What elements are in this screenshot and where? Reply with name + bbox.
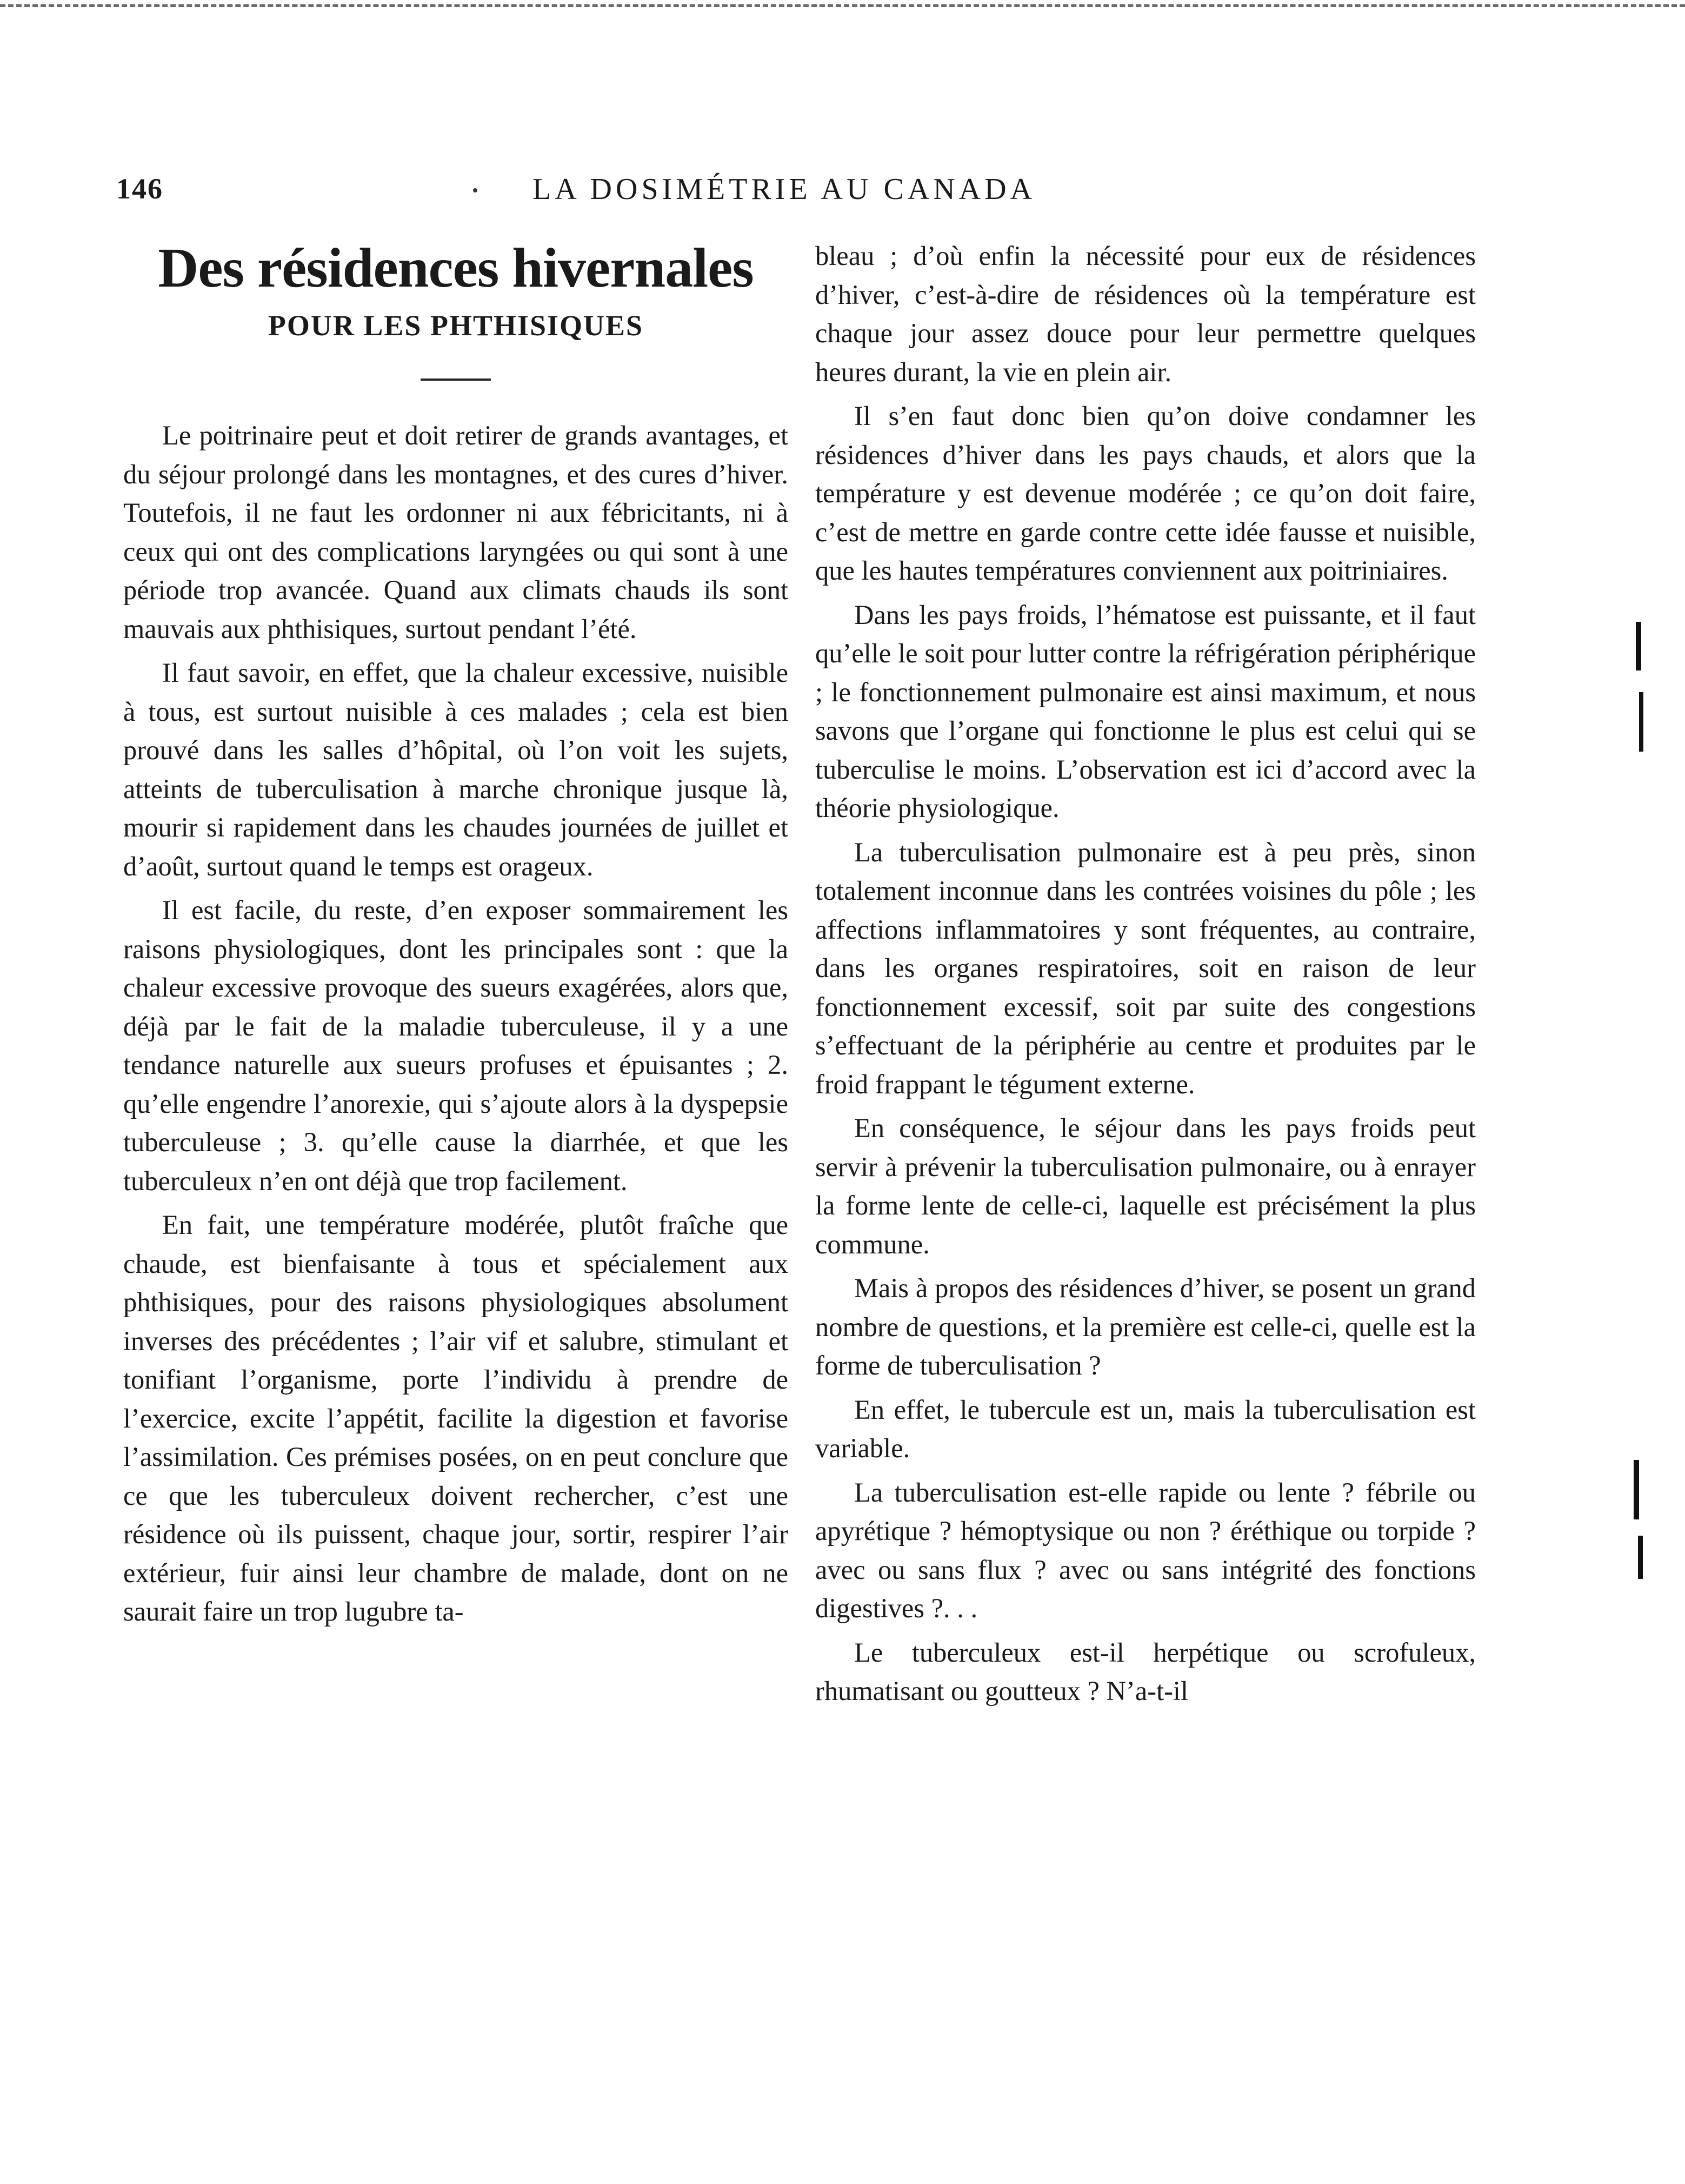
binding-mark	[1636, 622, 1641, 671]
paragraph: En fait, une température modérée, plutôt fraîche que chaude, est bienfaisante à tous et spécialement aux phthisiques, pour des raisons physiologiques absolument inverses des précédentes ; l’air vif et salubre, stimulant et tonifiant l’organisme, porte l’individu à prendre de l’exercice, excite l’appétit, facilite la digestion et favorise l’assimilation. Ces prémises posées, on en peut conclure que ce que les tuberculeux doivent rechercher, c’est une résidence où ils puissent, chaque jour, sortir, respirer l’air extérieur, fuir ainsi leur chambre de malade, dont on ne saurait faire un trop lugubre ta-	[123, 1210, 788, 1627]
paragraph: Le tuberculeux est-il herpétique ou scrofuleux, rhumatisant ou goutteux ? N’a-t-il	[815, 1637, 1476, 1706]
left-column	[123, 237, 788, 1637]
paragraph-continued: bleau ; d’où enfin la nécessité pour eux de résidences d’hiver, c’est-à-dire de résidences où la température est chaque jour assez douce pour leur permettre quelques heures durant, la vie en plein air.	[815, 241, 1476, 387]
paragraph: En effet, le tubercule est un, mais la tuberculisation est variable.	[815, 1394, 1476, 1463]
paragraph: Il est facile, du reste, d’en exposer sommairement les raisons physiologiques, dont les principales sont : que la chaleur excessive provoque des sueurs exagérées, alors que, déjà par le fait de la maladie tuberculeuse, il y a une tendance naturelle aux sueurs profuses et épuisantes ; 2. qu’elle engendre l’anorexie, qui s’ajoute alors à la dyspepsie tuberculeuse ; 3. qu’elle cause la diarrhée, et que les tuberculeux n’en ont déjà que trop facilement.	[123, 895, 788, 1196]
title-divider	[421, 379, 491, 381]
paragraph: La tuberculisation pulmonaire est à peu près, sinon totalement inconnue dans les contrées voisines du pôle ; les affections inflammatoires y sont fréquentes, au contraire, dans les organes respiratoires, soit en raison de leur fonctionnement excessif, soit par suite des congestions s’effectuant de la périphérie au centre et produites par le froid frappant le tégument externe.	[815, 837, 1476, 1099]
binding-mark	[1638, 1536, 1643, 1579]
paragraph: Dans les pays froids, l’hématose est puissante, et il faut qu’elle le soit pour lutter contre la réfrigération périphérique ; le fonctionnement pulmonaire est ainsi maximum, et nous savons que l’organe qui fonctionne le plus est celui qui se tuberculise le moins. L’observation est ici d’accord avec la théorie physiologique.	[815, 599, 1476, 823]
top-edge-rule	[0, 4, 1685, 7]
page-header	[116, 172, 1078, 231]
paragraph: Le poitrinaire peut et doit retirer de grands avantages, et du séjour prolongé dans les montagnes, et des cures d’hiver. Toutefois, il ne faut les ordonner ni aux fébricitants, ni à ceux qui ont des complications laryngées ou qui sont à une période trop avancée. Quand aux climats chauds ils sont mauvais aux phthisiques, surtout pendant l’été.	[123, 420, 788, 644]
binding-mark	[1634, 1460, 1639, 1519]
header-dot	[473, 188, 477, 192]
running-title: LA DOSIMÉTRIE AU CANADA	[532, 172, 1036, 206]
paragraph: Il s’en faut donc bien qu’on doive condamner les résidences d’hiver dans les pays chauds, et alors que la température y est devenue modérée ; ce qu’on doit faire, c’est de mettre en garde contre cette idée fausse et nuisible, que les hautes températures conviennent aux poitriniaires.	[815, 401, 1476, 586]
right-column	[815, 237, 1476, 1716]
paragraph: En conséquence, le séjour dans les pays froids peut servir à prévenir la tuberculisation pulmonaire, ou à enrayer la forme lente de celle-ci, laquelle est précisément la plus commune.	[815, 1113, 1476, 1259]
paragraph: Mais à propos des résidences d’hiver, se posent un grand nombre de questions, et la première est celle-ci, quelle est la forme de tuberculisation ?	[815, 1273, 1476, 1380]
binding-mark	[1639, 692, 1643, 752]
page-number: 146	[116, 172, 163, 205]
article-subtitle: POUR LES PHTHISIQUES	[268, 309, 644, 342]
paragraph: La tuberculisation est-elle rapide ou lente ? fébrile ou apyrétique ? hémoptysique ou non ? éréthique ou torpide ? avec ou sans flux ? avec ou sans intégrité des fonctions digestives ?. . .	[815, 1477, 1476, 1623]
article-title: Des résidences hivernales	[158, 237, 754, 299]
paragraph: Il faut savoir, en effet, que la chaleur excessive, nuisible à tous, est surtout nuisible à ces malades ; cela est bien prouvé dans les salles d’hôpital, où l’on voit les sujets, atteints de tuberculisation à marche chronique jusque là, mourir si rapidement dans les chaudes journées de juillet et d’août, surtout quand le temps est orageux.	[123, 658, 788, 881]
